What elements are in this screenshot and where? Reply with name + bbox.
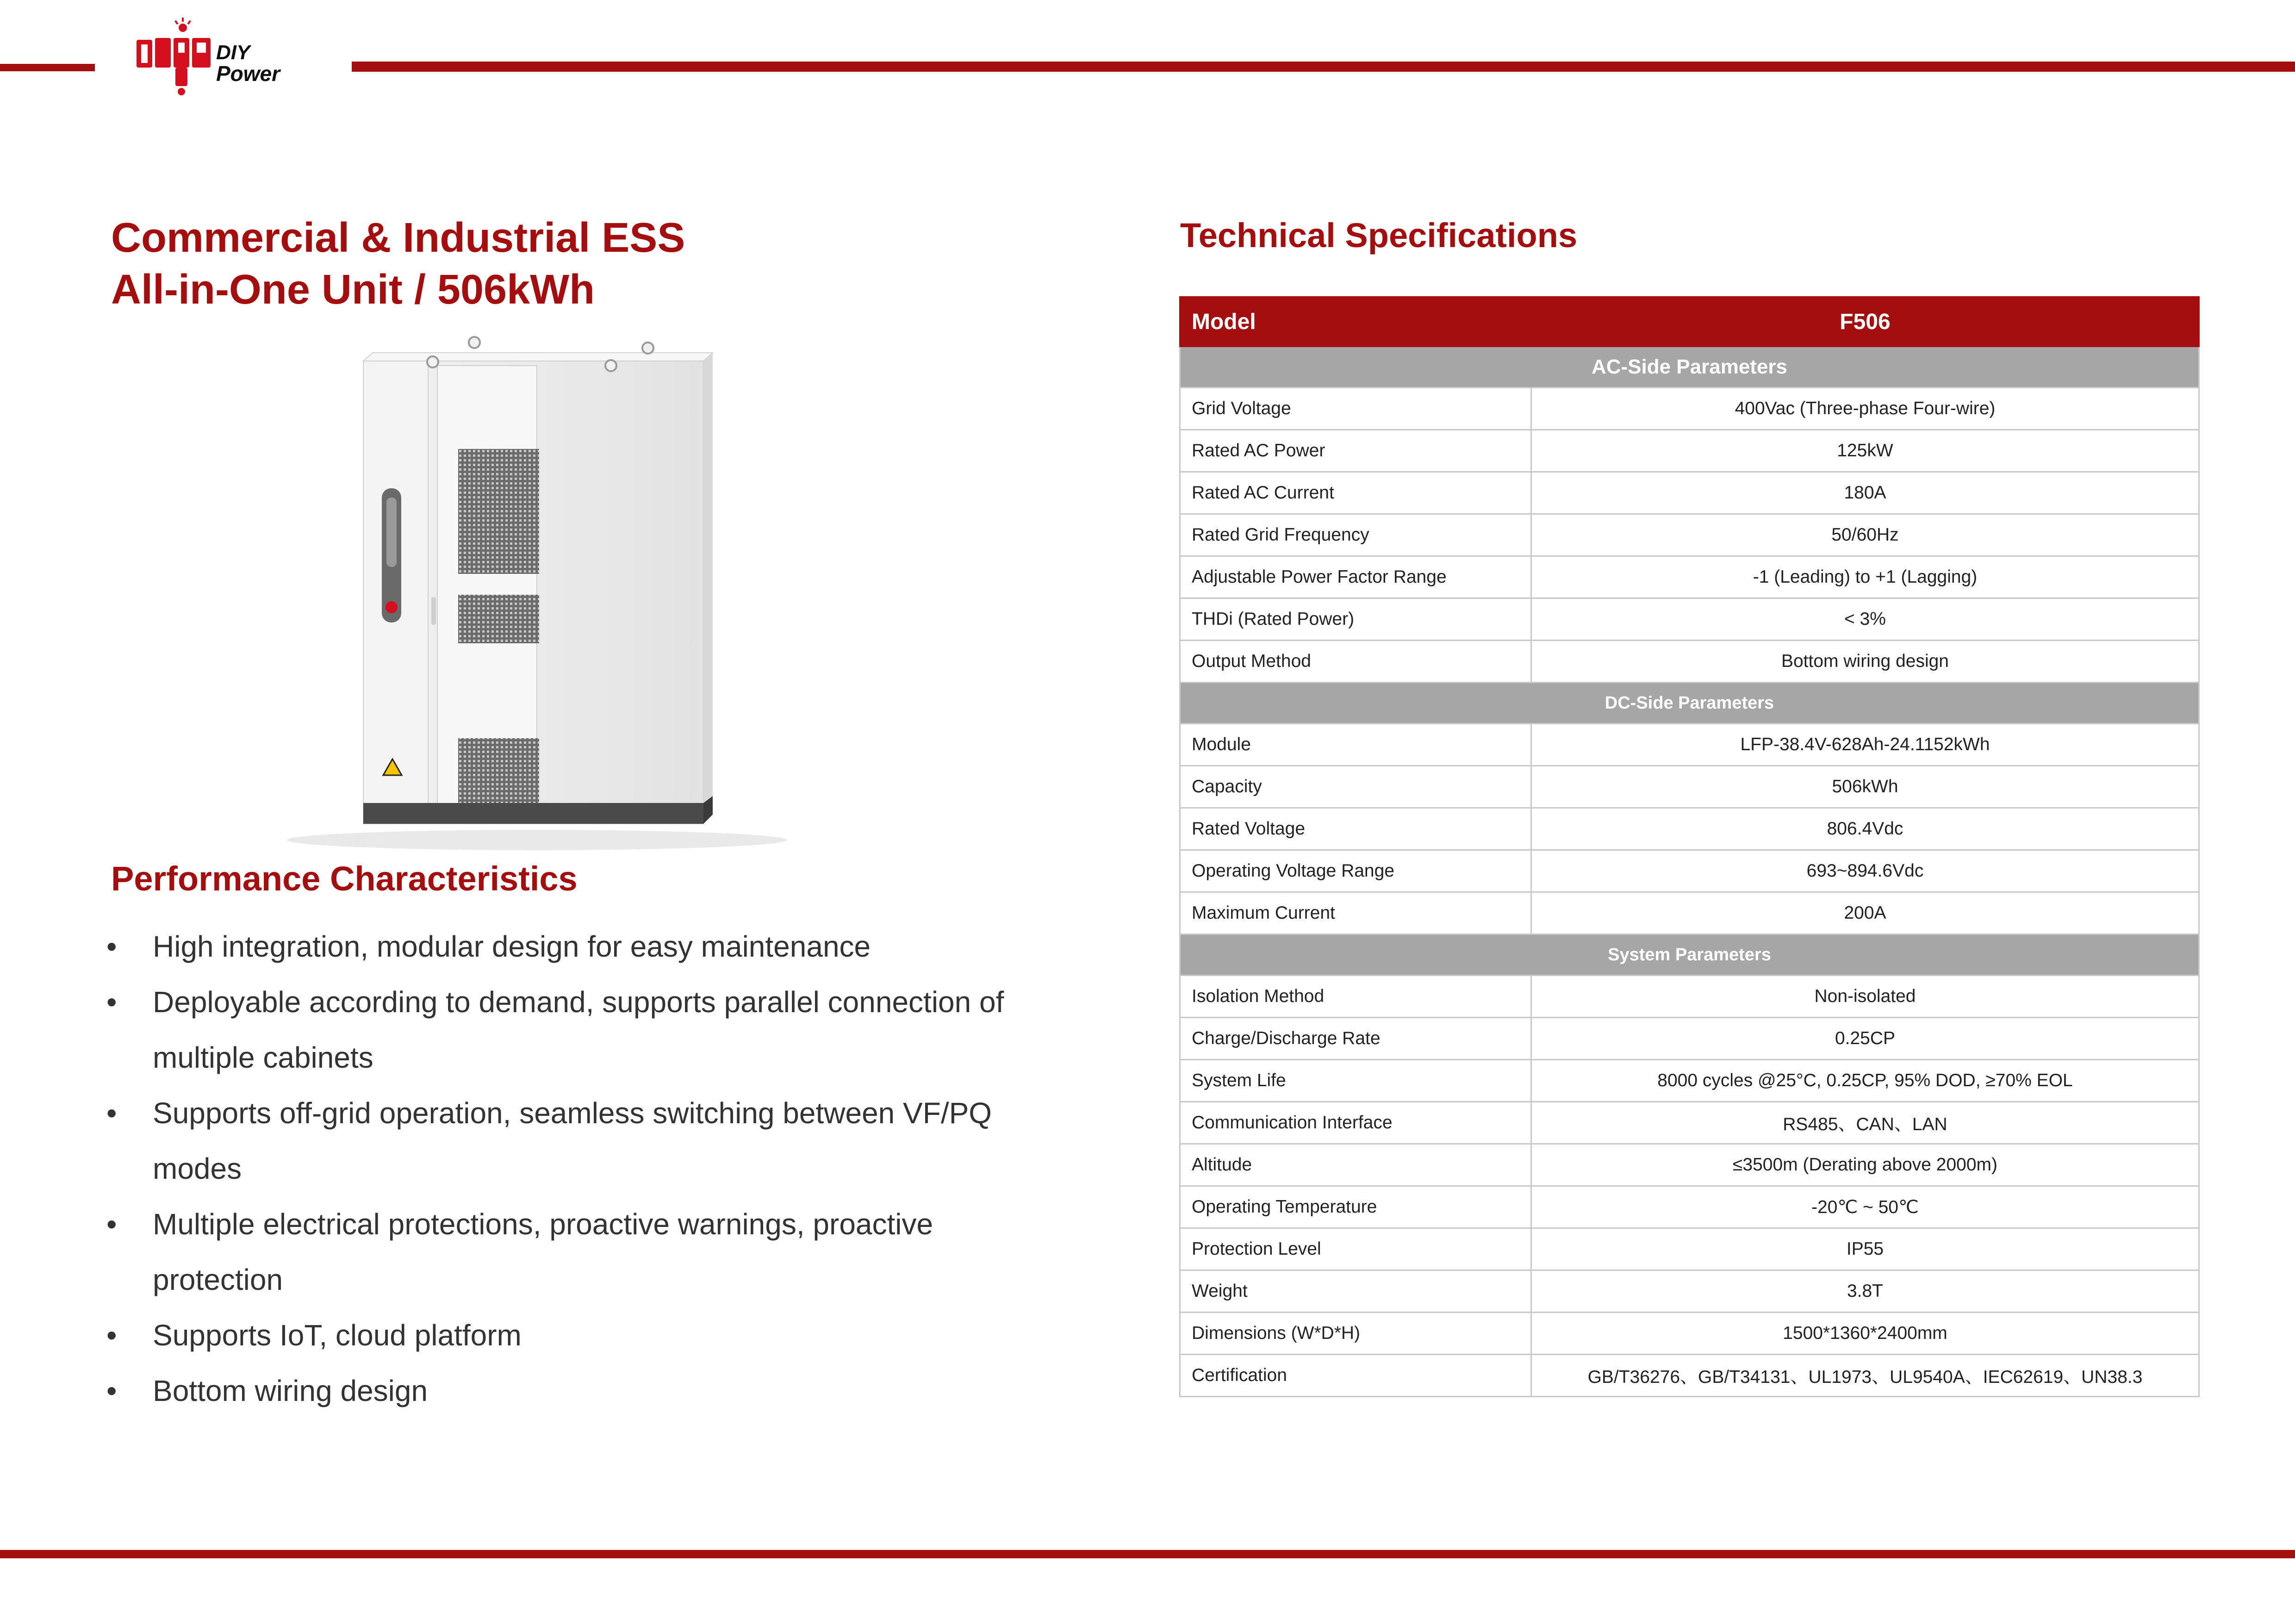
row-label: Dimensions (W*D*H): [1180, 1313, 1531, 1355]
table-row: [1180, 1355, 2199, 1397]
row-value: 125kW: [1531, 430, 2199, 472]
row-label: Rated AC Current: [1180, 472, 1531, 514]
row-value: IP55: [1531, 1228, 2199, 1270]
section-title: AC-Side Parameters: [1180, 347, 2199, 388]
table-header-label: Model: [1180, 297, 1531, 347]
table-row: [1180, 1102, 2199, 1144]
page-title-line2: All-in-One Unit / 506kWh: [111, 267, 595, 313]
list-item: • Supports off-grid operation, seamless switching between VF/PQ modes: [106, 1085, 1055, 1196]
performance-section-title: Performance Characteristics: [111, 859, 578, 898]
row-value: 3.8T: [1531, 1270, 2199, 1313]
list-item: • High integration, modular design for easy maintenance: [106, 919, 1055, 974]
row-label: Output Method: [1180, 641, 1531, 683]
table-row: [1180, 598, 2199, 641]
footer-rule: [0, 1550, 2295, 1558]
table-row: [1180, 430, 2199, 472]
row-label: Capacity: [1180, 766, 1531, 808]
row-value: Bottom wiring design: [1531, 641, 2199, 683]
product-cabinet-image: [259, 324, 815, 856]
row-value: RS485、CAN、LAN: [1531, 1102, 2199, 1144]
table-row: [1180, 808, 2199, 850]
section-row-system: [1180, 934, 2199, 976]
table-row: [1180, 850, 2199, 892]
specs-section-title: Technical Specifications: [1180, 216, 1578, 255]
table-row: [1180, 1060, 2199, 1102]
section-row-ac: [1180, 347, 2199, 388]
row-value: 400Vac (Three-phase Four-wire): [1531, 388, 2199, 430]
row-label: Certification: [1180, 1355, 1531, 1397]
table-row: [1180, 388, 2199, 430]
page-title-line1: Commercial & Industrial ESS: [111, 215, 685, 261]
table-row: [1180, 1270, 2199, 1313]
row-label: Weight: [1180, 1270, 1531, 1313]
table-row: [1180, 556, 2199, 598]
brand-logo: [137, 18, 322, 96]
table-header-value: F506: [1531, 297, 2199, 347]
row-value: 506kWh: [1531, 766, 2199, 808]
row-value: 8000 cycles @25°C, 0.25CP, 95% DOD, ≥70% EOL: [1531, 1060, 2199, 1102]
table-row: [1180, 472, 2199, 514]
row-value: LFP-38.4V-628Ah-24.1152kWh: [1531, 724, 2199, 766]
table-row: [1180, 641, 2199, 683]
row-label: Maximum Current: [1180, 892, 1531, 934]
row-value: 200A: [1531, 892, 2199, 934]
table-row: [1180, 514, 2199, 556]
row-value: 50/60Hz: [1531, 514, 2199, 556]
row-value: 1500*1360*2400mm: [1531, 1313, 2199, 1355]
list-item: • Deployable according to demand, supports parallel connection of multiple cabinets: [106, 974, 1055, 1085]
row-value: ≤3500m (Derating above 2000m): [1531, 1144, 2199, 1186]
row-value: 0.25CP: [1531, 1018, 2199, 1060]
table-row: [1180, 1313, 2199, 1355]
section-row-dc: [1180, 683, 2199, 724]
list-item: • Bottom wiring design: [106, 1363, 1055, 1419]
table-row: [1180, 724, 2199, 766]
table-row: [1180, 1186, 2199, 1228]
brand-name-line1: DIY: [216, 41, 250, 64]
row-label: Communication Interface: [1180, 1102, 1531, 1144]
row-label: Adjustable Power Factor Range: [1180, 556, 1531, 598]
table-row: [1180, 892, 2199, 934]
header-rule-left: [0, 64, 95, 71]
row-value: -1 (Leading) to +1 (Lagging): [1531, 556, 2199, 598]
row-label: Rated Voltage: [1180, 808, 1531, 850]
table-row: [1180, 1018, 2199, 1060]
list-item: • Multiple electrical protections, proactive warnings, proactive protection: [106, 1196, 1055, 1307]
row-label: Operating Temperature: [1180, 1186, 1531, 1228]
row-label: Rated Grid Frequency: [1180, 514, 1531, 556]
row-value: Non-isolated: [1531, 976, 2199, 1018]
row-value: -20℃ ~ 50℃: [1531, 1186, 2199, 1228]
row-label: THDi (Rated Power): [1180, 598, 1531, 641]
row-label: System Life: [1180, 1060, 1531, 1102]
row-label: Isolation Method: [1180, 976, 1531, 1018]
row-label: Operating Voltage Range: [1180, 850, 1531, 892]
row-value: 180A: [1531, 472, 2199, 514]
section-title: DC-Side Parameters: [1180, 683, 2199, 724]
row-value: < 3%: [1531, 598, 2199, 641]
list-item: • Supports IoT, cloud platform: [106, 1307, 1055, 1363]
table-row: [1180, 766, 2199, 808]
row-label: Module: [1180, 724, 1531, 766]
spec-table: [1179, 296, 2200, 1397]
section-title: System Parameters: [1180, 934, 2199, 976]
row-value: 693~894.6Vdc: [1531, 850, 2199, 892]
row-label: Altitude: [1180, 1144, 1531, 1186]
row-label: Charge/Discharge Rate: [1180, 1018, 1531, 1060]
table-row: [1180, 976, 2199, 1018]
brand-name-line2: Power: [216, 62, 280, 86]
row-value: GB/T36276、GB/T34131、UL1973、UL9540A、IEC62619、UN38.3: [1531, 1355, 2199, 1397]
table-row: [1180, 1228, 2199, 1270]
performance-list: [106, 919, 1055, 1419]
table-header-row: [1180, 297, 2199, 347]
header-rule-right: [352, 62, 2295, 72]
table-row: [1180, 1144, 2199, 1186]
page-title: [111, 212, 685, 316]
brand-mark-icon: [137, 18, 215, 96]
row-value: 806.4Vdc: [1531, 808, 2199, 850]
row-label: Protection Level: [1180, 1228, 1531, 1270]
row-label: Grid Voltage: [1180, 388, 1531, 430]
row-label: Rated AC Power: [1180, 430, 1531, 472]
